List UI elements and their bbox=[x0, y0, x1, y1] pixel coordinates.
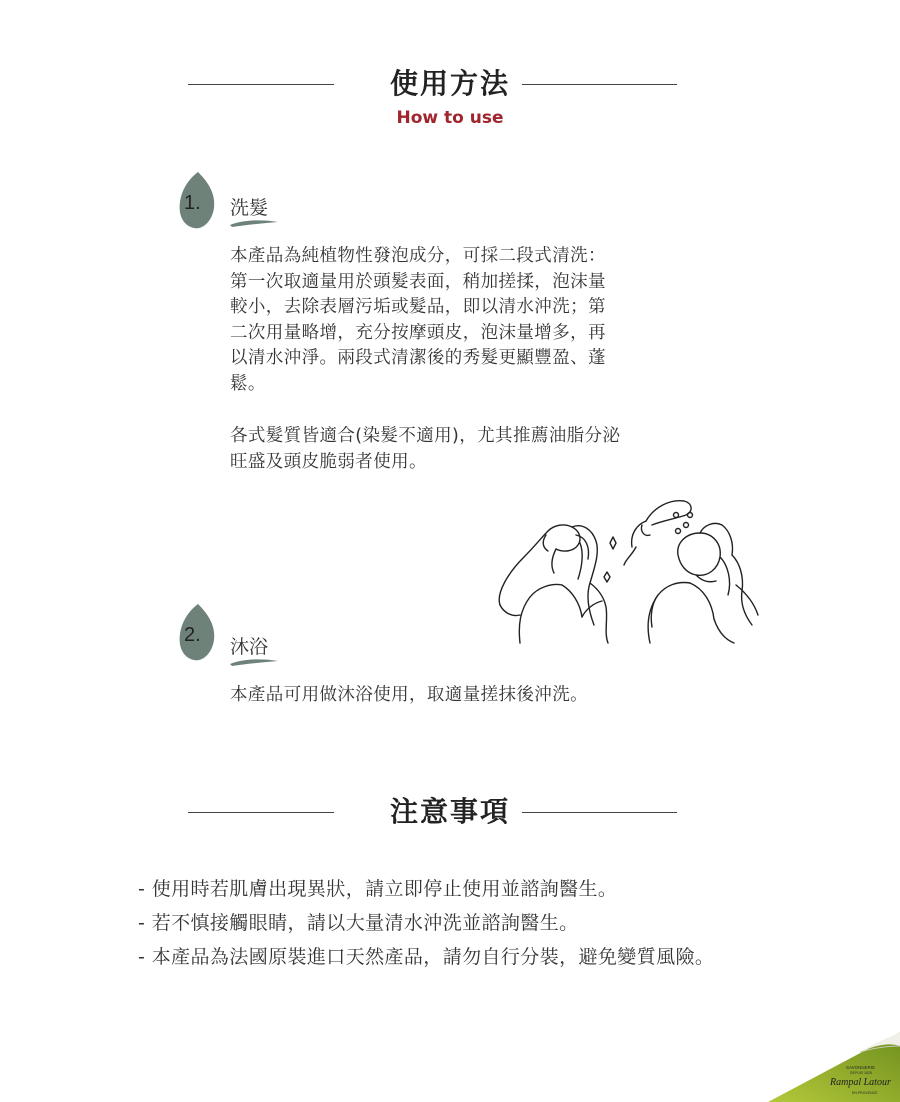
caution-item: - 本產品為法國原裝進口天然產品，請勿自行分裝，避免變質風險。 bbox=[138, 946, 715, 968]
usage-header bbox=[0, 62, 900, 128]
logo-text: Rampal Latour bbox=[830, 1077, 891, 1088]
caution-item: - 若不慎接觸眼睛，請以大量清水沖洗並諮詢醫生。 bbox=[138, 912, 579, 934]
usage-subtitle: How to use bbox=[396, 108, 504, 128]
cautions-header bbox=[0, 790, 900, 834]
brush-underline-icon bbox=[228, 218, 280, 228]
usage-title: 使用方法 bbox=[389, 67, 510, 100]
logo-bottom-text: EN PROVENCE bbox=[852, 1091, 878, 1095]
header-rule-left bbox=[188, 812, 334, 813]
step-label-wash: 洗髮 bbox=[230, 197, 269, 219]
header-rule-right bbox=[522, 84, 677, 85]
step-number-1: 1. bbox=[184, 192, 201, 214]
step2-paragraph-1: 本產品可用做沐浴使用，取適量搓抹後沖洗。 bbox=[230, 685, 588, 705]
step-number-2: 2. bbox=[184, 624, 201, 646]
header-rule-right bbox=[522, 812, 677, 813]
cautions-title: 注意事項 bbox=[389, 795, 510, 828]
hair-washing-illustration-icon bbox=[490, 485, 770, 650]
logo-top-text: SAVONNERIE bbox=[846, 1065, 876, 1070]
brand-corner-logo bbox=[750, 1022, 900, 1102]
step1-paragraph-2: 各式髮質皆適合(染髮不適用)，尤其推薦油脂分泌 旺盛及頭皮脆弱者使用。 bbox=[230, 426, 621, 472]
header-rule-left bbox=[188, 84, 334, 85]
brush-underline-icon bbox=[228, 657, 280, 667]
step-badge-2 bbox=[176, 602, 222, 664]
cautions-list bbox=[138, 872, 714, 974]
caution-item: - 使用時若肌膚出現異狀，請立即停止使用並諮詢醫生。 bbox=[138, 878, 618, 900]
step1-paragraph-1: 本產品為純植物性發泡成分，可採二段式清洗： 第一次取適量用於頭髮表面，稍加搓揉，泡沫量 較小，去除表層污垢或髮品，即以清水沖洗；第 二次用量略增，充分按摩頭皮，泡沫量增多，再 以清水沖淨。兩段式清潔後的秀髮更顯豐盈、蓬 鬆。 bbox=[230, 246, 606, 394]
logo-sub-text: DEPUIS 1828 bbox=[850, 1071, 872, 1075]
step-label-bath: 沐浴 bbox=[230, 636, 269, 658]
step-badge-1 bbox=[176, 170, 222, 232]
